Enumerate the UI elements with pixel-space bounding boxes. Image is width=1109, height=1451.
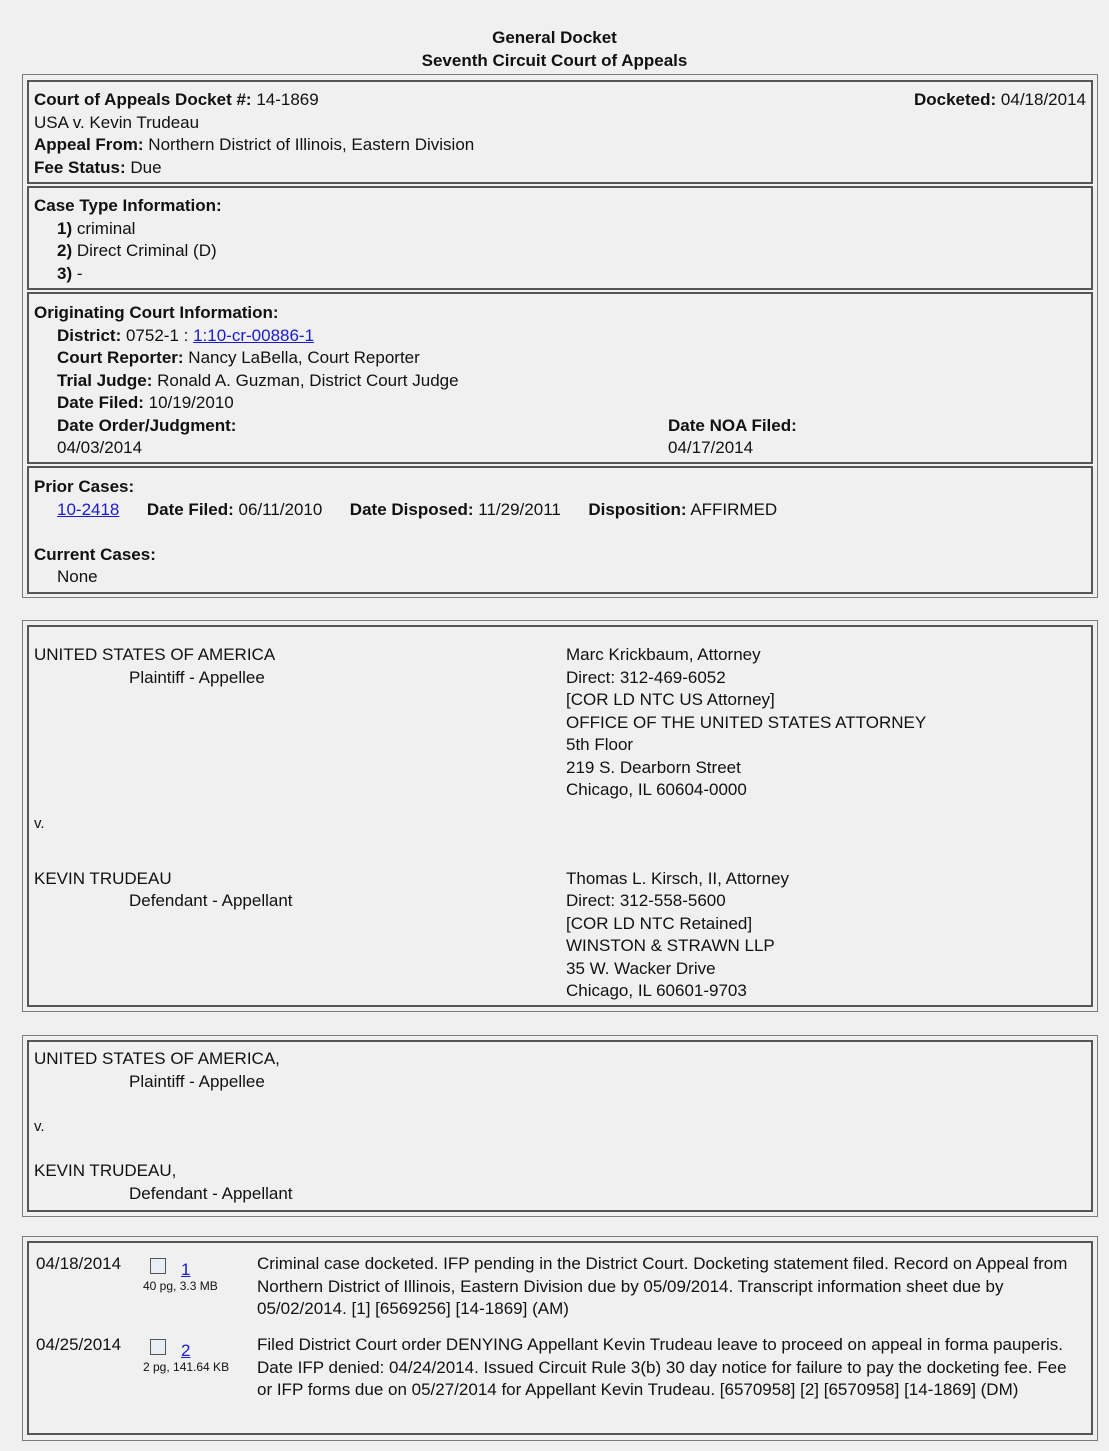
attorney-line: Direct: 312-469-6052 xyxy=(566,668,726,687)
docket-number: 14-1869 xyxy=(256,90,319,109)
originating-heading: Originating Court Information: xyxy=(34,303,279,322)
date-filed-label: Date Filed: xyxy=(57,393,144,412)
case-type-item xyxy=(57,240,217,262)
attorney-line: Chicago, IL 60601-9703 xyxy=(566,981,747,1000)
noa-date: 04/17/2014 xyxy=(668,438,754,457)
docket-entries-box xyxy=(27,1241,1093,1435)
fee-status-line xyxy=(34,157,162,179)
entry-file-size: 40 pg, 3.3 MB xyxy=(143,1279,218,1293)
prior-case-row xyxy=(57,499,777,521)
attorney-line: Thomas L. Kirsch, II, Attorney xyxy=(566,869,789,888)
plaintiff-name: UNITED STATES OF AMERICA xyxy=(34,645,276,664)
page-title: General Docket xyxy=(492,28,617,47)
case-type-number: 3) xyxy=(57,264,73,283)
case-type-text: Direct Criminal (D) xyxy=(76,241,217,260)
district-code: 0752-1 : xyxy=(125,326,189,345)
court-reporter-line xyxy=(57,347,420,369)
prior-case-link[interactable]: 10-2418 xyxy=(57,500,120,519)
attorney-line: [COR LD NTC US Attorney] xyxy=(566,690,775,709)
case-type-number: 2) xyxy=(57,241,73,260)
entry-document-link[interactable]: 1 xyxy=(181,1260,191,1279)
originating-court-box xyxy=(27,292,1093,464)
entry-text: Criminal case docketed. IFP pending in the District Court. Docketing statement filed. Record on Appeal from Northern District of Illinois, Eastern Division due by 05/09/2014. Transcript information sheet due by 05/02/2014. [1] [6569256] [14-1869] (AM) xyxy=(257,1254,1068,1319)
case-type-item xyxy=(57,218,135,240)
prior-disposition: AFFIRMED xyxy=(690,500,778,519)
case-summary-box xyxy=(27,80,1093,184)
attorney-line: OFFICE OF THE UNITED STATES ATTORNEY xyxy=(566,713,927,732)
caption-plaintiff: UNITED STATES OF AMERICA, xyxy=(34,1049,280,1068)
attorney-line: Direct: 312-558-5600 xyxy=(566,891,726,910)
attorney-line: Marc Krickbaum, Attorney xyxy=(566,645,761,664)
defendant-role: Defendant - Appellant xyxy=(129,891,293,910)
docketed-label: Docketed: xyxy=(913,90,997,109)
entry-date: 04/18/2014 xyxy=(36,1254,122,1273)
case-type-text: criminal xyxy=(76,219,136,238)
order-date: 04/03/2014 xyxy=(57,438,143,457)
caption-defendant-role: Defendant - Appellant xyxy=(129,1184,293,1203)
appeal-from-line xyxy=(34,134,474,156)
fee-status: Due xyxy=(130,158,162,177)
case-type-item xyxy=(57,263,83,285)
fee-status-label: Fee Status: xyxy=(34,158,126,177)
current-cases-heading: Current Cases: xyxy=(34,545,156,564)
plaintiff-role: Plaintiff - Appellee xyxy=(129,668,265,687)
trial-judge: Ronald A. Guzman, District Court Judge xyxy=(157,371,459,390)
case-type-text: - xyxy=(76,264,83,283)
date-filed-line xyxy=(57,392,234,414)
prior-cases-heading: Prior Cases: xyxy=(34,477,135,496)
prior-date-disposed-label: Date Disposed: xyxy=(349,500,474,519)
attorney-line: [COR LD NTC Retained] xyxy=(566,914,753,933)
case-type-number: 1) xyxy=(57,219,73,238)
appeal-from: Northern District of Illinois, Eastern Division xyxy=(148,135,475,154)
parties-box xyxy=(27,625,1093,1007)
docketed-date-line xyxy=(914,89,1086,111)
attorney-line: 5th Floor xyxy=(566,735,634,754)
defendant-name: KEVIN TRUDEAU xyxy=(34,869,172,888)
docketed-date: 04/18/2014 xyxy=(1000,90,1086,109)
caption-defendant: KEVIN TRUDEAU, xyxy=(34,1161,177,1180)
entry-file-size: 2 pg, 141.64 KB xyxy=(143,1360,230,1374)
attorney-line: Chicago, IL 60604-0000 xyxy=(566,780,747,799)
entry-text: Filed District Court order DENYING Appellant Kevin Trudeau leave to proceed on appeal in forma pauperis. Date IFP denied: 04/24/2014. Issued Circuit Rule 3(b) 30 day notice for failure to pay the docketing fee. Fee or IFP forms due on 05/27/2014 for Appellant Kevin Trudeau. [6570958] [2] [6570958] [14-1869] (DM) xyxy=(257,1335,1067,1400)
page-subtitle: Seventh Circuit Court of Appeals xyxy=(421,51,688,70)
current-cases-value: None xyxy=(57,567,98,586)
prior-disposition-label: Disposition: xyxy=(588,500,687,519)
versus: v. xyxy=(34,815,45,832)
caption-versus: v. xyxy=(34,1118,45,1135)
district-line xyxy=(57,325,314,347)
entry-checkbox[interactable] xyxy=(150,1339,166,1355)
prior-date-filed: 06/11/2010 xyxy=(238,500,323,519)
order-date-label: Date Order/Judgment: xyxy=(57,416,237,435)
entry-checkbox[interactable] xyxy=(150,1258,166,1274)
case-type-box xyxy=(27,186,1093,290)
trial-judge-line xyxy=(57,370,459,392)
attorney-line: WINSTON & STRAWN LLP xyxy=(566,936,775,955)
prior-date-disposed: 11/29/2011 xyxy=(478,500,561,519)
docket-number-label: Court of Appeals Docket #: xyxy=(34,90,252,109)
prior-date-filed-label: Date Filed: xyxy=(146,500,234,519)
caption-box xyxy=(27,1040,1093,1212)
caption-plaintiff-role: Plaintiff - Appellee xyxy=(129,1072,265,1091)
trial-judge-label: Trial Judge: xyxy=(57,371,153,390)
court-reporter-label: Court Reporter: xyxy=(57,348,184,367)
docket-number-line xyxy=(34,89,319,111)
attorney-line: 219 S. Dearborn Street xyxy=(566,758,741,777)
entry-document-link[interactable]: 2 xyxy=(181,1341,191,1360)
entry-date: 04/25/2014 xyxy=(36,1335,122,1354)
district-label: District: xyxy=(57,326,122,345)
court-reporter: Nancy LaBella, Court Reporter xyxy=(188,348,420,367)
prior-cases-box xyxy=(27,466,1093,594)
date-filed: 10/19/2010 xyxy=(148,393,234,412)
appeal-from-label: Appeal From: xyxy=(34,135,144,154)
noa-date-label: Date NOA Filed: xyxy=(668,416,797,435)
district-case-link[interactable]: 1:10-cr-00886-1 xyxy=(193,326,315,345)
case-caption: USA v. Kevin Trudeau xyxy=(34,113,200,132)
attorney-line: 35 W. Wacker Drive xyxy=(566,959,716,978)
case-type-heading: Case Type Information: xyxy=(34,196,222,215)
